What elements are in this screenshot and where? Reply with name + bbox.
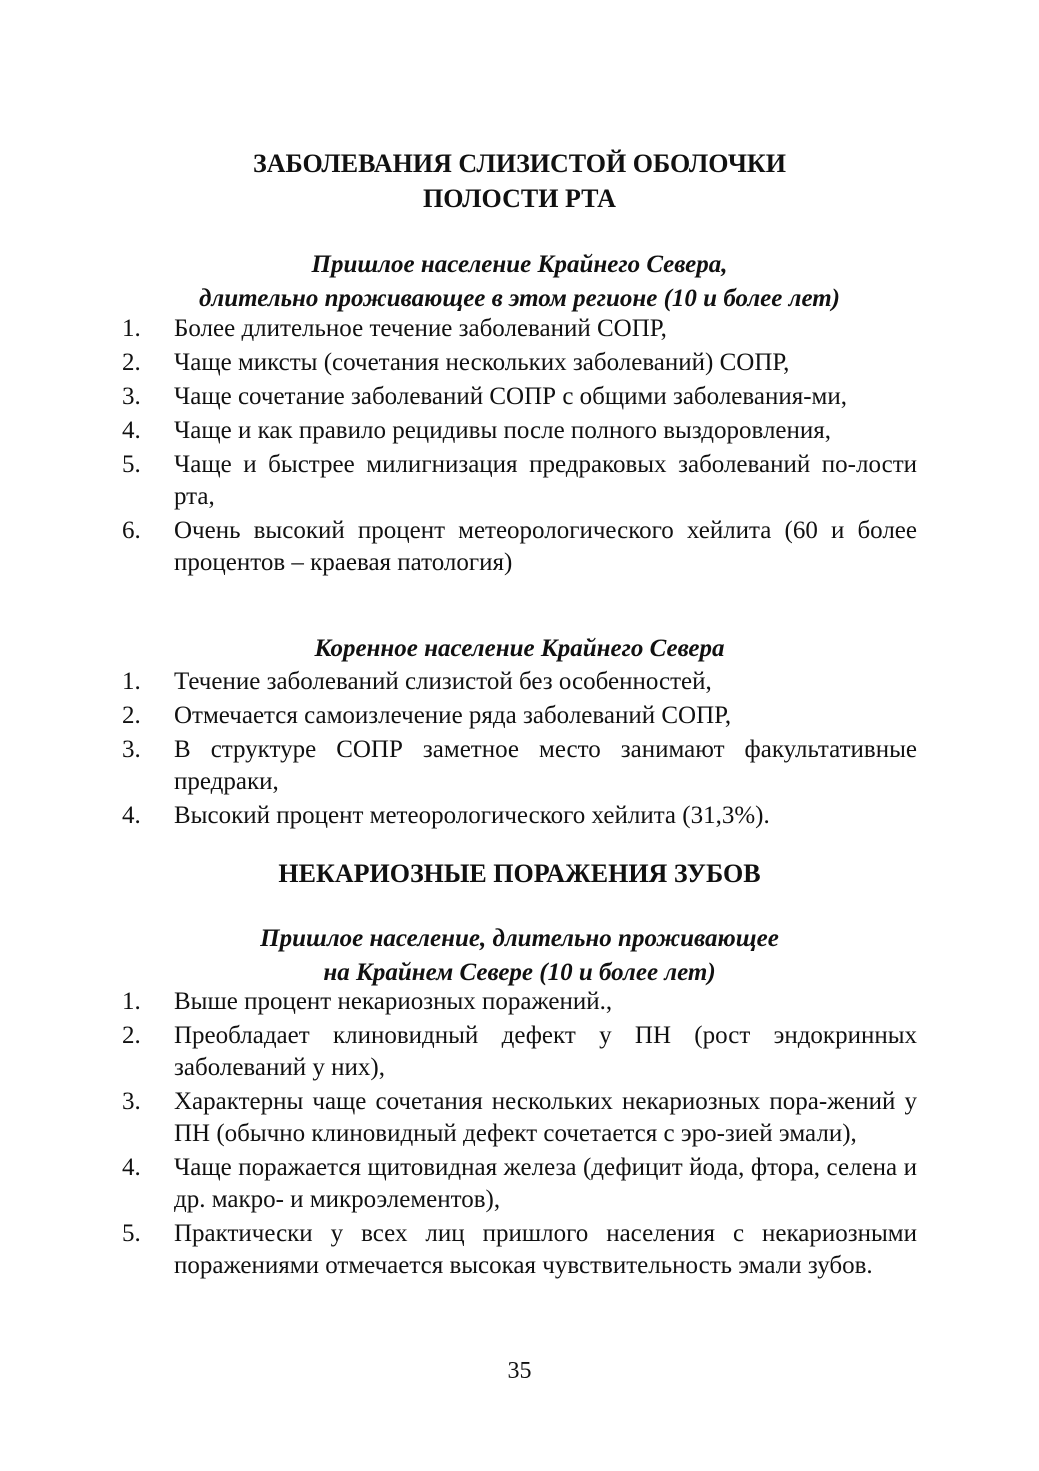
item-number: 5.: [122, 451, 141, 478]
item-text: Выше процент некариозных поражений.,: [174, 988, 613, 1015]
list-item: [122, 515, 917, 579]
item-number: 4.: [122, 417, 141, 444]
item-number: 3.: [122, 736, 141, 763]
page-number: 35: [507, 1358, 532, 1384]
section-title-line: ПОЛОСТИ РТА: [423, 184, 616, 213]
item-text: Чаще миксты (сочетания нескольких заболеваний) СОПР,: [174, 349, 790, 376]
group-subtitle-indigenous: [122, 632, 917, 666]
item-number: 4.: [122, 1154, 141, 1181]
list-item: [122, 381, 917, 413]
item-text: Чаще сочетание заболеваний СОПР с общими заболевания-ми,: [174, 383, 847, 410]
section-title-non-carious: [122, 856, 917, 891]
item-number: 3.: [122, 383, 141, 410]
item-text: Течение заболеваний слизистой без особенностей,: [174, 668, 712, 695]
list-item: [122, 347, 917, 379]
item-number: 5.: [122, 1220, 141, 1247]
item-list-newcomers-teeth: [122, 986, 917, 1284]
list-item: [122, 700, 917, 732]
list-item: [122, 666, 917, 698]
item-text: Чаще и быстрее милигнизация предраковых заболеваний по-лости рта,: [174, 451, 917, 510]
list-item: [122, 415, 917, 447]
list-item: [122, 313, 917, 345]
item-list-indigenous: [122, 666, 917, 834]
section-title-line: ЗАБОЛЕВАНИЯ СЛИЗИСТОЙ ОБОЛОЧКИ: [252, 149, 787, 178]
list-item: [122, 1218, 917, 1282]
item-number: 6.: [122, 517, 141, 544]
item-text: Более длительное течение заболеваний СОПР,: [174, 315, 667, 342]
item-number: 1.: [122, 988, 141, 1015]
group-subtitle-newcomers: [122, 248, 917, 316]
group-subtitle-line: длительно проживающее в этом регионе (10 и более лет): [199, 285, 840, 312]
item-number: 2.: [122, 349, 141, 376]
item-text: Характерны чаще сочетания нескольких некариозных пора-жений у ПН (обычно клиновидный дефект сочетается с эро-зией эмали),: [174, 1088, 917, 1147]
section-title-line: НЕКАРИОЗНЫЕ ПОРАЖЕНИЯ ЗУБОВ: [278, 859, 761, 888]
item-text: В структуре СОПР заметное место занимают факультативные предраки,: [174, 736, 917, 795]
section-title-oral-mucosa: [122, 146, 917, 216]
item-text: Очень высокий процент метеорологического хейлита (60 и более процентов – краевая патология): [174, 517, 917, 576]
list-item: [122, 1152, 917, 1216]
item-list-newcomers: [122, 313, 917, 581]
list-item: [122, 1086, 917, 1150]
item-number: 3.: [122, 1088, 141, 1115]
item-number: 2.: [122, 1022, 141, 1049]
item-number: 1.: [122, 668, 141, 695]
item-text: Преобладает клиновидный дефект у ПН (рост эндокринных заболеваний у них),: [174, 1022, 917, 1081]
item-text: Чаще и как правило рецидивы после полного выздоровления,: [174, 417, 832, 444]
item-text: Практически у всех лиц пришлого населения с некариозными поражениями отмечается высокая чувствительность эмали зубов.: [174, 1220, 917, 1279]
group-subtitle-line: на Крайнем Севере (10 и более лет): [323, 959, 716, 986]
list-item: [122, 449, 917, 513]
list-item: [122, 1020, 917, 1084]
document-page: [122, 0, 917, 1471]
group-subtitle-line: Коренное население Крайнего Севера: [314, 635, 725, 662]
group-subtitle-line: Пришлое население, длительно проживающее: [260, 925, 779, 952]
item-text: Чаще поражается щитовидная железа (дефицит йода, фтора, селена и др. макро- и микроэлементов),: [174, 1154, 917, 1213]
list-item: [122, 800, 917, 832]
list-item: [122, 986, 917, 1018]
item-number: 4.: [122, 802, 141, 829]
item-number: 1.: [122, 315, 141, 342]
item-text: Отмечается самоизлечение ряда заболеваний СОПР,: [174, 702, 732, 729]
group-subtitle-newcomers-teeth: [122, 922, 917, 990]
item-text: Высокий процент метеорологического хейлита (31,3%).: [174, 802, 770, 829]
item-number: 2.: [122, 702, 141, 729]
group-subtitle-line: Пришлое население Крайнего Севера,: [311, 251, 728, 278]
list-item: [122, 734, 917, 798]
